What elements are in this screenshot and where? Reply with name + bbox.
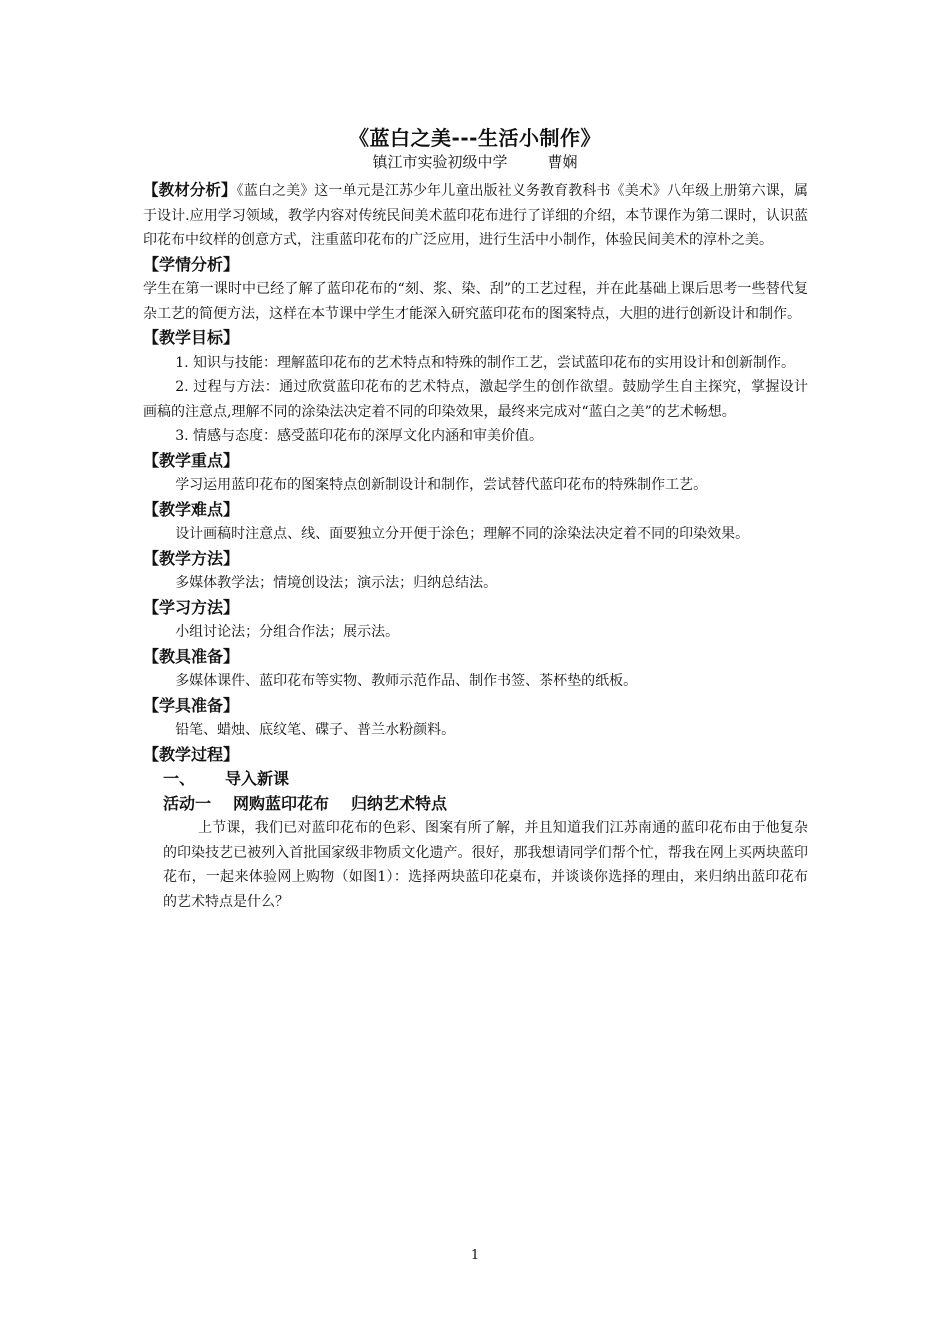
author-name: 曹娴 [547,153,578,171]
step-heading [163,767,808,792]
author-line [0,151,950,172]
key-points-heading: 【教学重点】 [143,450,240,470]
goal-item-1: 1. 知识与技能：理解蓝印花布的艺术特点和特殊的制作工艺，尝试蓝印花布的实用设计和创新制作。 [175,354,795,371]
student-analysis-heading: 【学情分析】 [143,254,240,274]
material-analysis-heading: 【教材分析】 [143,181,237,199]
page-title: 《蓝白之美---生活小制作》 [349,126,601,150]
teacher-prep-heading: 【教具准备】 [143,646,240,666]
activity-subtitle: 归纳艺术特点 [351,793,448,813]
process-heading: 【教学过程】 [143,744,240,764]
teaching-methods-heading: 【教学方法】 [143,548,240,568]
student-prep-text: 铅笔、蜡烛、底纹笔、碟子、普兰水粉颜料。 [175,722,456,738]
activity-label: 活动一 [163,793,212,813]
document-body [143,178,808,914]
material-analysis-text: 《蓝白之美》这一单元是江苏少年儿童出版社义务教育教科书《美术》八年级上册第六课，属于设计.应用学习领域，教学内容对传统民间美术蓝印花布进行了详细的介绍，本节课作为第二课时，认识蓝印花布中纹样的创意方式，注重蓝印花布的广泛应用，进行生活中小制作，体验民间美术的淳朴之美。 [143,183,808,248]
step-title: 导入新课 [225,769,290,788]
difficulties-text: 设计画稿时注意点、线、面要独立分开便于涂色；理解不同的涂染法决定着不同的印染效果。 [175,526,750,542]
material-analysis-paragraph [143,178,808,253]
page-number: 1 [470,1248,480,1263]
student-prep-heading: 【学具准备】 [143,695,240,715]
activity-heading [163,792,808,817]
activity-title: 网购蓝印花布 [233,793,330,813]
learning-methods-heading: 【学习方法】 [143,597,240,617]
goals-heading: 【教学目标】 [143,328,240,347]
learning-methods-text: 小组讨论法；分组合作法；展示法。 [175,624,400,640]
step-number: 一、 [163,769,196,788]
difficulties-heading: 【教学难点】 [143,499,240,519]
school-name: 镇江市实验初级中学 [372,153,508,171]
student-analysis-text: 学生在第一课时中已经了解了蓝印花布的“刻、浆、染、刮”的工艺过程，并在此基础上课后思考一些替代复杂工艺的简便方法，这样在本节课中学生才能深入研究蓝印花布的图案特点，大胆的进行创新设计和制作。 [143,281,808,322]
goal-item-2: 2. 过程与方法：通过欣赏蓝印花布的艺术特点，激起学生的创作欲望。鼓励学生自主探究，掌握设计画稿的注意点,理解不同的涂染法决定着不同的印染效果，最终来完成对“蓝白之美”的艺术畅想。 [143,379,808,420]
key-points-text: 学习运用蓝印花布的图案特点创新制设计和制作，尝试替代蓝印花布的特殊制作工艺。 [175,477,708,493]
activity-text: 上节课，我们已对蓝印花布的色彩、图案有所了解，并且知道我们江苏南通的蓝印花布由于他复杂的印染技艺已被列入首批国家级非物质文化遗产。很好，那我想请同学们帮个忙，帮我在网上买两块蓝印花布，一起来体验网上购物（如图1）：选择两块蓝印花桌布，并谈谈你选择的理由，来归纳出蓝印花布的艺术特点是什么？ [163,820,808,910]
goal-item-3: 3. 情感与态度：感受蓝印花布的深厚文化内涵和审美价值。 [175,428,543,444]
teacher-prep-text: 多媒体课件、蓝印花布等实物、教师示范作品、制作书签、茶杯垫的纸板。 [175,673,638,689]
teaching-methods-text: 多媒体教学法；情境创设法；演示法；归纳总结法。 [175,575,498,591]
